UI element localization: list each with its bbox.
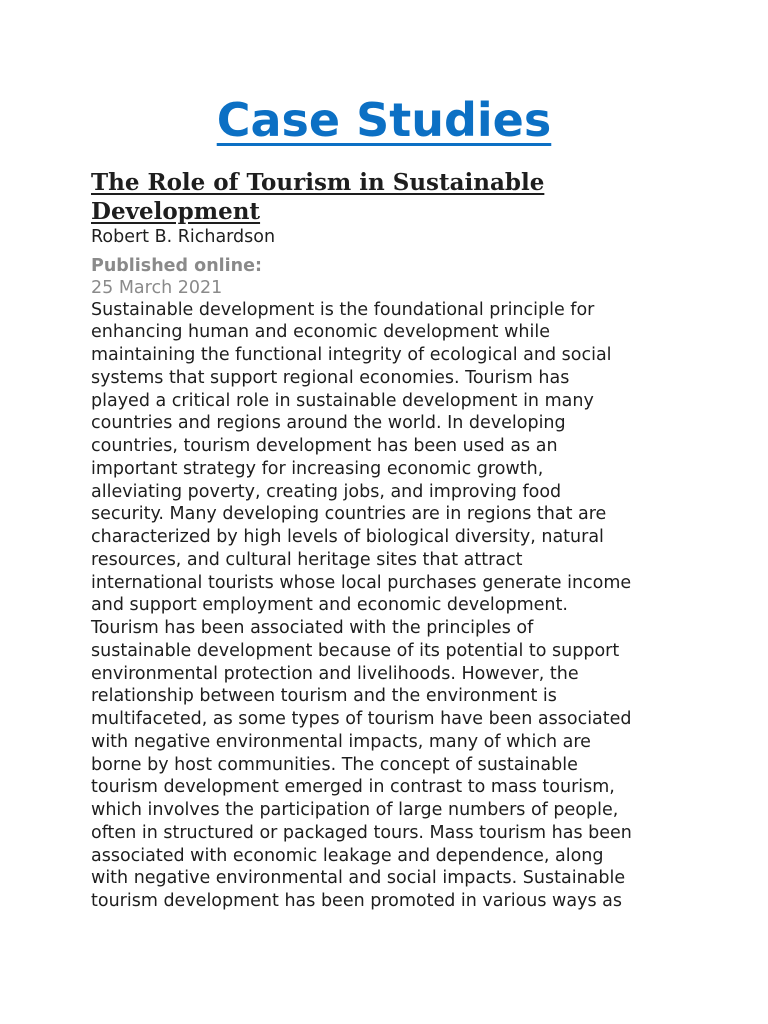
article-author: Robert B. Richardson — [91, 227, 276, 247]
abstract-line: security. Many developing countries are in regions that are — [91, 504, 607, 525]
abstract-line: which involves the participation of large numbers of people, — [91, 800, 619, 821]
page-heading: Case Studies — [216, 93, 552, 147]
article — [91, 168, 691, 913]
abstract-line: tourism development has been promoted in various ways as — [91, 891, 622, 912]
article-abstract — [91, 299, 691, 913]
abstract-line: characterized by high levels of biological diversity, natural — [91, 527, 604, 548]
published-label: Published online: — [91, 255, 262, 276]
abstract-line: systems that support regional economies. Tourism has — [91, 367, 570, 388]
abstract-line: tourism development emerged in contrast to mass tourism, — [91, 777, 615, 798]
abstract-line: multifaceted, as some types of tourism have been associated — [91, 709, 632, 730]
abstract-line: Sustainable development is the foundational principle for — [91, 299, 595, 320]
abstract-line: sustainable development because of its potential to support — [91, 640, 620, 661]
abstract-line: Tourism has been associated with the principles of — [91, 618, 534, 639]
abstract-line: important strategy for increasing economic growth, — [91, 458, 544, 479]
abstract-line: resources, and cultural heritage sites that attract — [91, 549, 523, 570]
abstract-line: often in structured or packaged tours. Mass tourism has been — [91, 822, 632, 843]
abstract-line: associated with economic leakage and dependence, along — [91, 845, 604, 866]
abstract-line: played a critical role in sustainable development in many — [91, 390, 594, 411]
abstract-line: countries, tourism development has been used as an — [91, 436, 558, 457]
abstract-line: maintaining the functional integrity of ecological and social — [91, 345, 612, 366]
article-title: The Role of Tourism in Sustainable Development — [91, 169, 545, 225]
published-date: 25 March 2021 — [91, 277, 223, 298]
abstract-line: borne by host communities. The concept of sustainable — [91, 754, 578, 775]
abstract-line: countries and regions around the world. In developing — [91, 413, 566, 434]
abstract-line: environmental protection and livelihoods. However, the — [91, 663, 579, 684]
abstract-line: with negative environmental impacts, many of which are — [91, 731, 591, 752]
abstract-line: with negative environmental and social impacts. Sustainable — [91, 868, 626, 889]
abstract-line: relationship between tourism and the environment is — [91, 686, 557, 707]
abstract-line: international tourists whose local purchases generate income — [91, 572, 632, 593]
abstract-line: alleviating poverty, creating jobs, and improving food — [91, 481, 562, 502]
abstract-line: enhancing human and economic development while — [91, 322, 550, 343]
abstract-line: and support employment and economic development. — [91, 595, 568, 616]
